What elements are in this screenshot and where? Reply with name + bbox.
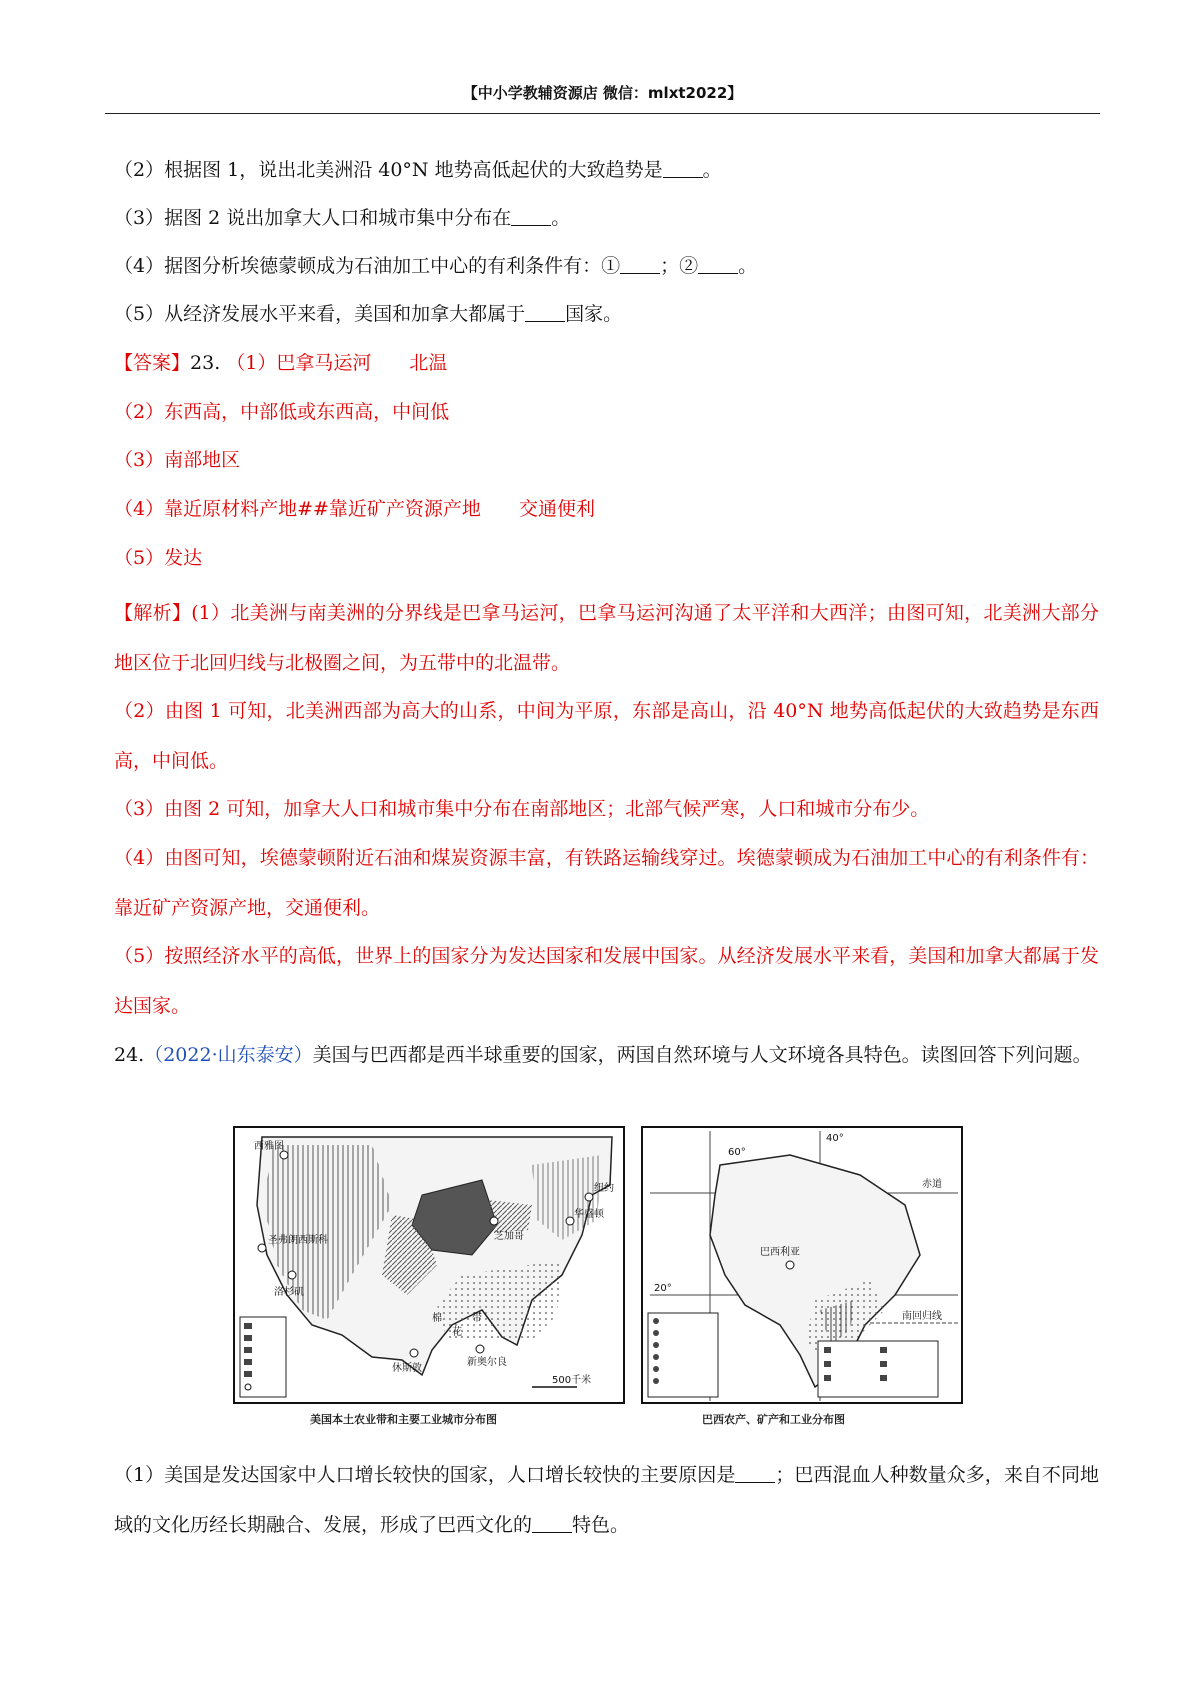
left-map-caption: 美国本土农业带和主要工业城市分布图: [310, 1413, 497, 1426]
analysis-4: （4）由图可知，埃德蒙顿附近石油和煤炭资源丰富，有铁路运输线穿过。埃德蒙顿成为石油加工中心的有利条件有：靠近矿产资源产地，交通便利。: [114, 847, 1099, 919]
answer-number: 23.: [190, 352, 221, 374]
brazil-legend-left: [648, 1313, 718, 1397]
answer-blank[interactable]: [525, 303, 565, 322]
q3-text: （3）据图 2 说出加拿大人口和城市集中分布在: [114, 207, 512, 229]
brazil-map: [642, 1127, 962, 1403]
q5-suffix: 国家。: [565, 303, 623, 325]
analysis-2: （2）由图 1 可知，北美洲西部为高大的山系，中间为平原，东部是高山，沿 40°N 地势高低起伏的大致趋势是东西高，中间低。: [114, 700, 1099, 772]
brazil-label-40w: 40°: [826, 1133, 844, 1144]
answer-blank[interactable]: [735, 1464, 775, 1483]
q24-1-mid: ；巴西混血人种数量众多，来自不同地域的文化历经长期融合、发展，形成了巴西文化的: [114, 1464, 1099, 1536]
analysis-tag: 【解析】: [114, 602, 192, 624]
maps-figure: [232, 1125, 968, 1428]
answer-1: （1）巴拿马运河: [226, 352, 372, 374]
q2-suffix: 。: [702, 159, 722, 181]
usa-map: [234, 1127, 624, 1403]
q24-text: 美国与巴西都是西半球重要的国家，两国自然环境与人文环境各具特色。读图回答下列问题。: [312, 1044, 1092, 1066]
brazil-label-tropic: 南回归线: [902, 1311, 942, 1322]
map-label-cotton-3: 带: [472, 1313, 482, 1324]
answer-5: （5）发达: [114, 547, 203, 569]
answer-1b: 北温: [409, 352, 448, 374]
brazil-label-brasilia: 巴西利亚: [760, 1247, 800, 1258]
map-label-chicago: 芝加哥: [494, 1231, 524, 1242]
maps-svg: [232, 1125, 968, 1407]
question-24: [114, 1030, 1099, 1080]
q24-1-suffix: 特色。: [572, 1514, 630, 1536]
q4-mid: ；②: [660, 255, 699, 277]
analysis-3: （3）由图 2 可知，加拿大人口和城市集中分布在南部地区；北部气候严寒，人口和城市分布少。: [114, 798, 930, 820]
q3-suffix: 。: [551, 207, 571, 229]
q24-number: 24.: [114, 1044, 145, 1066]
right-map-caption: 巴西农产、矿产和工业分布图: [702, 1413, 845, 1426]
brazil-label-equator: 赤道: [922, 1179, 942, 1190]
map-label-new-york: 纽约: [594, 1183, 614, 1194]
answer-tag: 【答案】: [114, 352, 191, 374]
answer-line-4: [114, 496, 595, 522]
answer-line-1: [114, 350, 447, 376]
scale-label: 500千米: [552, 1375, 592, 1386]
analysis-5: （5）按照经济水平的高低，世界上的国家分为发达国家和发展中国家。从经济发展水平来看，美国和加拿大都属于发达国家。: [114, 945, 1099, 1017]
analysis-text-1: (1）北美洲与南美洲的分界线是巴拿马运河，巴拿马运河沟通了太平洋和大西洋；由图可知，北美洲大部分地区位于北回归线与北极圈之间，为五带中的北温带。: [114, 602, 1099, 674]
map-label-cotton-2: 花: [452, 1327, 462, 1338]
brazil-legend-right: [818, 1341, 938, 1397]
answer-blank[interactable]: [620, 255, 660, 274]
question-4: [114, 253, 757, 279]
q2-text: （2）根据图 1，说出北美洲沿 40°N 地势高低起伏的大致趋势是: [114, 159, 663, 181]
map-label-la: 洛杉矶: [274, 1287, 304, 1298]
map-label-new-orleans: 新奥尔良: [467, 1357, 507, 1368]
answer-3: （3）南部地区: [114, 449, 241, 471]
answer-2: （2）东西高，中部低或东西高，中间低: [114, 401, 450, 423]
map-label-seattle: 西雅图: [254, 1141, 284, 1152]
q4-suffix: 。: [738, 255, 758, 277]
q24-source: （2022·山东泰安）: [144, 1044, 313, 1066]
brazil-label-20s: 20°: [654, 1283, 672, 1294]
question-24-1: [114, 1450, 1099, 1550]
map-label-sf: 圣弗朗西斯科: [268, 1235, 328, 1246]
answer-4b: 交通便利: [518, 498, 595, 520]
map-label-washington: 华盛顿: [574, 1209, 604, 1220]
analysis-1: [114, 588, 1099, 688]
q24-1-text: （1）美国是发达国家中人口增长较快的国家，人口增长较快的主要原因是: [114, 1464, 736, 1486]
question-2: [114, 157, 722, 183]
header-rule: [105, 113, 1100, 114]
answer-blank[interactable]: [532, 1514, 572, 1533]
brazil-label-60w: 60°: [728, 1147, 746, 1158]
map-label-houston: 休斯敦: [392, 1363, 422, 1374]
map-label-cotton-1: 棉: [432, 1313, 442, 1324]
q4-text: （4）据图分析埃德蒙顿成为石油加工中心的有利条件有：①: [114, 255, 621, 277]
page-header: 【中小学教辅资源店 微信：mlxt2022】: [462, 84, 743, 102]
answer-4: （4）靠近原材料产地##靠近矿产资源产地: [114, 498, 481, 520]
brasilia-marker: [786, 1261, 794, 1269]
answer-blank[interactable]: [698, 255, 738, 274]
question-5: [114, 301, 622, 327]
question-3: [114, 205, 570, 231]
q5-text: （5）从经济发展水平来看，美国和加拿大都属于: [114, 303, 526, 325]
answer-blank[interactable]: [663, 159, 703, 178]
answer-blank[interactable]: [511, 207, 551, 226]
